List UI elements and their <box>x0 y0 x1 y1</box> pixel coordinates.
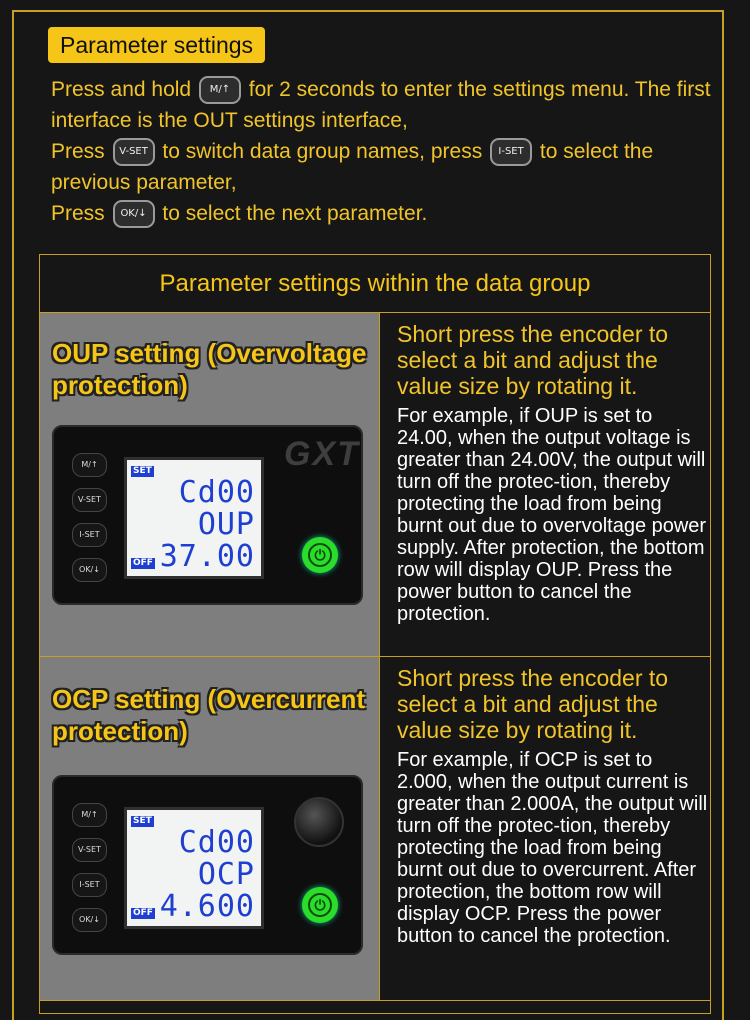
device-image <box>52 775 363 955</box>
ok-button-icon: OK/↓ <box>113 200 155 228</box>
ocp-lead-text: Short press the encoder to select a bit and adjust the value size by rotating it. <box>397 665 669 743</box>
lcd-line-2: OUP <box>197 507 255 542</box>
oup-description-cell <box>380 313 710 656</box>
intro-line-2 <box>51 136 721 198</box>
device-ok-button: OK/↓ <box>72 908 107 932</box>
lcd-set-tag: SET <box>133 466 152 476</box>
lcd-off-tag: OFF <box>133 908 153 918</box>
intro-text-1b: for 2 seconds to enter the settings menu. The first interface is the OUT settings interface, <box>51 78 711 132</box>
oup-lead-text: Short press the encoder to select a bit and adjust the value size by rotating it. <box>397 321 669 399</box>
oup-title: OUP setting (Overvoltage protection) <box>52 338 367 400</box>
ocp-body-text: For example, if OCP is set to 2.000, when the output current is greater than 2.000A, the output will turn off the protec-tion, thereby protecting the load from being burnt out due to overcurrent. After protection, the bottom row will display OCP. Press the power button to cancel the protection. <box>397 749 708 947</box>
lcd-set-tag: SET <box>133 816 152 826</box>
intro-line-3 <box>51 198 721 229</box>
device-ok-button: OK/↓ <box>72 558 107 582</box>
parameter-table <box>39 254 711 1014</box>
power-icon: ⏻ <box>302 537 338 573</box>
lcd-screen <box>124 457 264 579</box>
device-iset-button: I-SET <box>72 523 107 547</box>
intro-text <box>51 74 721 229</box>
encoder-knob-icon <box>294 797 344 847</box>
lcd-line-3: 4.600 <box>159 889 255 924</box>
power-icon: ⏻ <box>302 887 338 923</box>
oup-body-text: For example, if OUP is set to 24.00, when the output voltage is greater than 24.00V, the output will turn off the protec-tion, thereby protecting the load from being burnt out due to overvoltage power supply. After protection, the bottom row will display OUP. Press the power button to cancel the protection. <box>397 405 707 625</box>
iset-button-icon: I-SET <box>490 138 532 166</box>
m-button-icon: M/↑ <box>199 76 241 104</box>
device-m-button: M/↑ <box>72 453 107 477</box>
ocp-description-cell <box>380 657 710 1000</box>
device-vset-button: V-SET <box>72 488 107 512</box>
intro-text-3b: to select the next parameter. <box>162 202 428 225</box>
ocp-title: OCP setting (Overcurrent protection) <box>52 684 366 746</box>
lcd-screen <box>124 807 264 929</box>
table-heading: Parameter settings within the data group <box>40 255 710 313</box>
device-vset-button: V-SET <box>72 838 107 862</box>
device-iset-button: I-SET <box>72 873 107 897</box>
table-row <box>40 313 710 657</box>
intro-text-1a: Press and hold <box>51 78 192 101</box>
lcd-line-3: 37.00 <box>159 539 255 574</box>
section-badge: Parameter settings <box>48 27 265 63</box>
intro-text-2a: Press <box>51 140 105 163</box>
intro-text-2c: to select the previous parameter, <box>51 140 654 194</box>
device-image <box>52 425 363 605</box>
lcd-line-1: Cd00 <box>178 825 255 860</box>
table-row <box>40 657 710 1001</box>
lcd-line-2: OCP <box>197 857 255 892</box>
lcd-line-1: Cd00 <box>178 475 255 510</box>
intro-text-3a: Press <box>51 202 105 225</box>
lcd-off-tag: OFF <box>133 558 153 568</box>
watermark-logo: GXT <box>284 435 360 473</box>
intro-line-1 <box>51 74 721 136</box>
intro-text-2b: to switch data group names, press <box>162 140 483 163</box>
device-m-button: M/↑ <box>72 803 107 827</box>
oup-illustration-cell <box>40 313 380 656</box>
ocp-illustration-cell <box>40 657 380 1000</box>
vset-button-icon: V-SET <box>113 138 155 166</box>
